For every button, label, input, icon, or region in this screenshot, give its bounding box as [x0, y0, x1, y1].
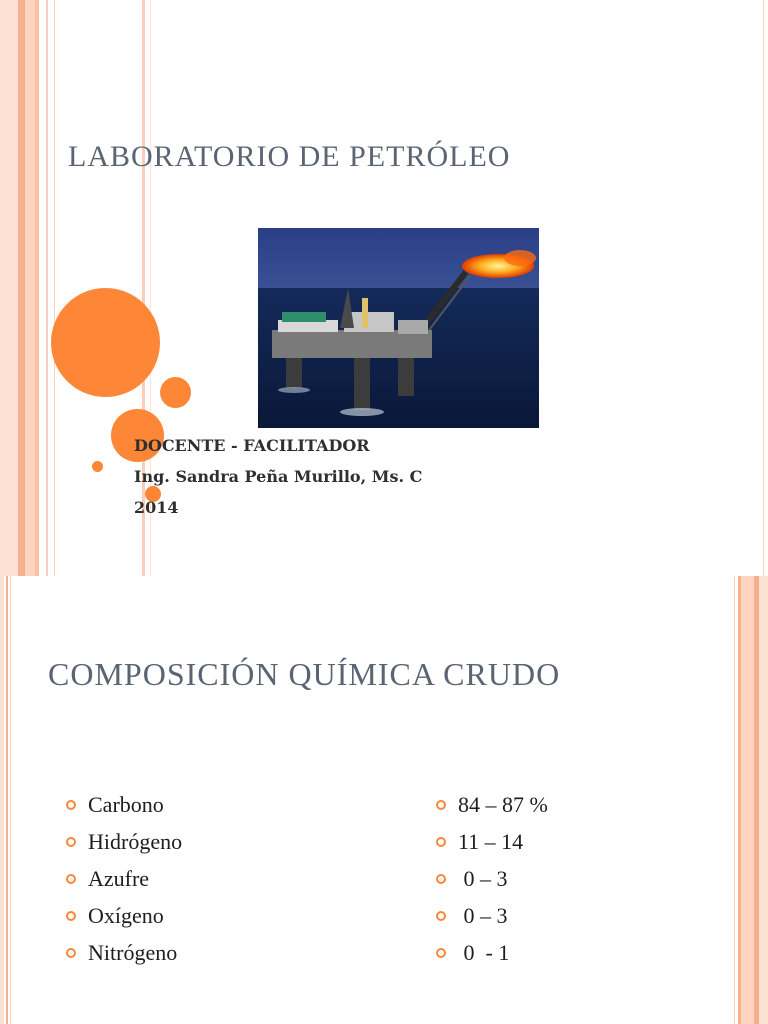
decor-stripe: [10, 576, 11, 1024]
bullet-icon: [436, 800, 446, 810]
decor-circle-large: [51, 288, 160, 397]
element-name: Nitrógeno: [88, 939, 178, 965]
element-name: Carbono: [88, 791, 164, 817]
bullet-icon: [66, 911, 76, 921]
bullet-icon: [66, 800, 76, 810]
list-item: [66, 860, 182, 897]
subtitle-name: Ing. Sandra Peña Murillo, Ms. C: [134, 467, 423, 486]
percentage-list: [436, 786, 548, 971]
bullet-icon: [66, 874, 76, 884]
decor-stripe: [0, 576, 4, 1024]
list-item: [436, 860, 548, 897]
decor-circle-small: [160, 377, 191, 408]
oil-platform-image: [258, 228, 539, 428]
bullet-icon: [66, 948, 76, 958]
decor-stripe: [6, 576, 8, 1024]
element-value: 0 – 3: [458, 865, 508, 891]
decor-stripe: [763, 0, 764, 576]
element-value: 0 - 1: [458, 939, 510, 965]
element-name: Azufre: [88, 865, 150, 891]
list-item: [66, 934, 182, 971]
bullet-icon: [66, 837, 76, 847]
bullet-icon: [436, 837, 446, 847]
element-value: 0 – 3: [458, 902, 508, 928]
list-item: [436, 786, 548, 823]
decor-stripe: [46, 0, 48, 576]
element-name: Oxígeno: [88, 902, 164, 928]
decor-stripe: [734, 576, 735, 1024]
element-value: 84 – 87 %: [458, 791, 548, 817]
bullet-icon: [436, 911, 446, 921]
decor-stripe: [759, 576, 768, 1024]
decor-stripe: [741, 576, 754, 1024]
list-item: [436, 823, 548, 860]
list-item: [436, 934, 548, 971]
element-value: 11 – 14: [458, 828, 524, 854]
list-item: [66, 823, 182, 860]
decor-stripe: [0, 0, 18, 576]
list-item: [66, 897, 182, 934]
decor-stripe: [25, 0, 35, 576]
slide-title-text: LABORATORIO DE PETRÓLEO: [68, 140, 511, 173]
slide-composition: [0, 576, 768, 1024]
list-item: [436, 897, 548, 934]
decor-circle-tiny: [92, 461, 103, 472]
list-item: [66, 786, 182, 823]
bullet-icon: [436, 874, 446, 884]
bullet-icon: [436, 948, 446, 958]
element-list: [66, 786, 182, 971]
slide-title-text: COMPOSICIÓN QUÍMICA CRUDO: [48, 656, 561, 692]
subtitle-role: DOCENTE - FACILITADOR: [134, 436, 370, 455]
decor-stripe: [35, 0, 39, 576]
subtitle-year: 2014: [134, 498, 179, 517]
subtitle-block: [134, 430, 422, 523]
element-name: Hidrógeno: [88, 828, 183, 854]
decor-stripe: [18, 0, 25, 576]
decor-stripe: [54, 0, 55, 576]
